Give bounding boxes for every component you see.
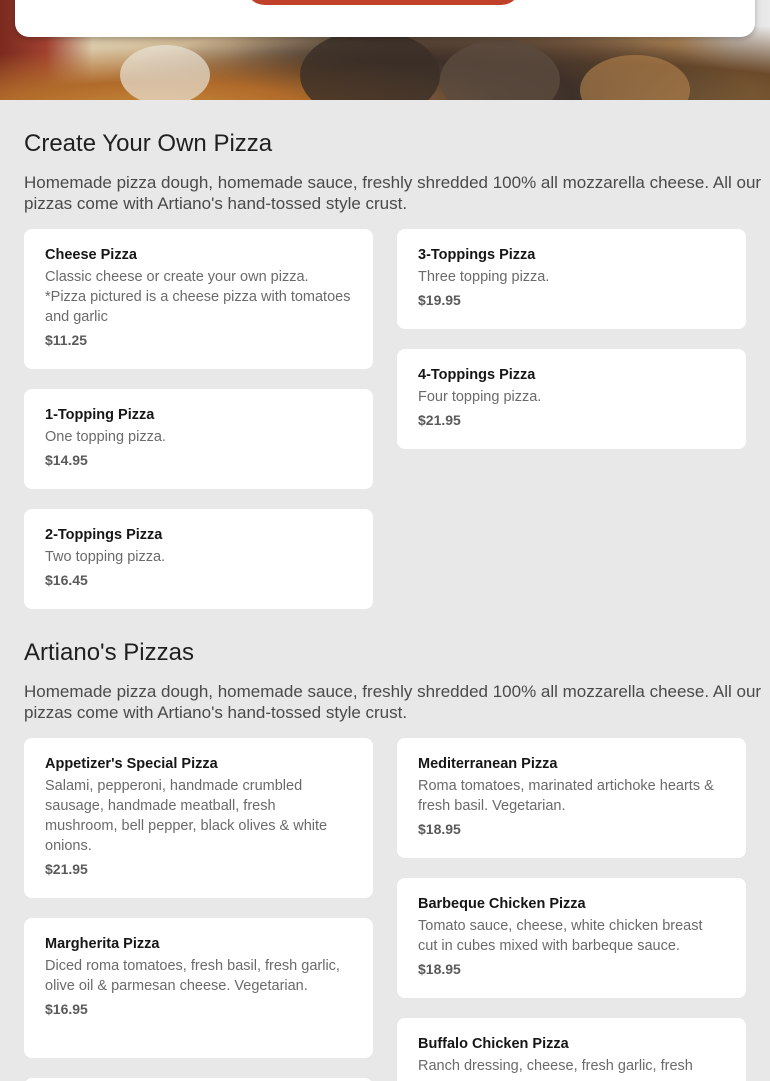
- item-name: Margherita Pizza: [45, 936, 160, 952]
- section-create-your-own: [24, 130, 762, 214]
- item-description: One topping pizza.: [45, 429, 166, 445]
- menu-item-card[interactable]: [24, 509, 373, 609]
- item-description: Ranch dressing, cheese, fresh garlic, fresh: [418, 1058, 693, 1074]
- item-description: Classic cheese or create your own pizza. *Pizza pictured is a cheese pizza with tomatoes and garlic: [45, 269, 351, 325]
- item-price: $14.95: [45, 452, 88, 468]
- item-description: Four topping pizza.: [418, 389, 542, 405]
- menu-item-card[interactable]: [397, 878, 746, 998]
- item-name: 4-Toppings Pizza: [418, 367, 536, 383]
- item-name: Mediterranean Pizza: [418, 756, 558, 772]
- menu-item-card[interactable]: [24, 229, 373, 369]
- item-name: 1-Topping Pizza: [45, 407, 155, 423]
- section-title: Artiano's Pizzas: [24, 639, 194, 666]
- item-description: Three topping pizza.: [418, 269, 550, 285]
- menu-item-card[interactable]: [24, 738, 373, 898]
- item-name: 3-Toppings Pizza: [418, 247, 536, 263]
- item-name: Appetizer's Special Pizza: [45, 756, 218, 772]
- section-description: Homemade pizza dough, homemade sauce, freshly shredded 100% all mozzarella cheese. All our pizzas come with Artiano's hand-tossed style crust.: [24, 173, 762, 213]
- item-price: $11.25: [45, 332, 88, 348]
- section-title: Create Your Own Pizza: [24, 130, 273, 157]
- menu-item-card[interactable]: [24, 389, 373, 489]
- item-price: $18.95: [418, 961, 461, 977]
- menu-item-card[interactable]: [397, 229, 746, 329]
- item-description: Two topping pizza.: [45, 549, 166, 565]
- section-description: Homemade pizza dough, homemade sauce, freshly shredded 100% all mozzarella cheese. All our pizzas come with Artiano's hand-tossed style crust.: [24, 682, 762, 722]
- item-name: Barbeque Chicken Pizza: [418, 896, 586, 912]
- item-price: $21.95: [418, 412, 461, 428]
- item-name: 2-Toppings Pizza: [45, 527, 163, 543]
- order-button[interactable]: [245, 0, 521, 5]
- menu-item-card[interactable]: [397, 349, 746, 449]
- menu-item-card[interactable]: [24, 918, 373, 1058]
- menu-item-card[interactable]: [397, 738, 746, 858]
- section-artianos-pizzas: [24, 639, 762, 723]
- item-description: Roma tomatoes, marinated artichoke hearts & fresh basil. Vegetarian.: [418, 778, 714, 814]
- item-name: Cheese Pizza: [45, 247, 137, 263]
- menu-item-card[interactable]: [397, 1018, 746, 1081]
- item-price: $16.45: [45, 572, 88, 588]
- item-price: $21.95: [45, 861, 88, 877]
- item-description: Diced roma tomatoes, fresh basil, fresh garlic, olive oil & parmesan cheese. Vegetarian.: [45, 958, 340, 994]
- item-price: $19.95: [418, 292, 461, 308]
- item-price: $16.95: [45, 1001, 88, 1017]
- order-card: [15, 0, 755, 37]
- item-name: Buffalo Chicken Pizza: [418, 1036, 569, 1052]
- item-description: Salami, pepperoni, handmade crumbled sausage, handmade meatball, fresh mushroom, bell pepper, black olives & white onions.: [45, 778, 328, 854]
- item-description: Tomato sauce, cheese, white chicken breast cut in cubes mixed with barbeque sauce.: [418, 918, 703, 954]
- item-price: $18.95: [418, 821, 461, 837]
